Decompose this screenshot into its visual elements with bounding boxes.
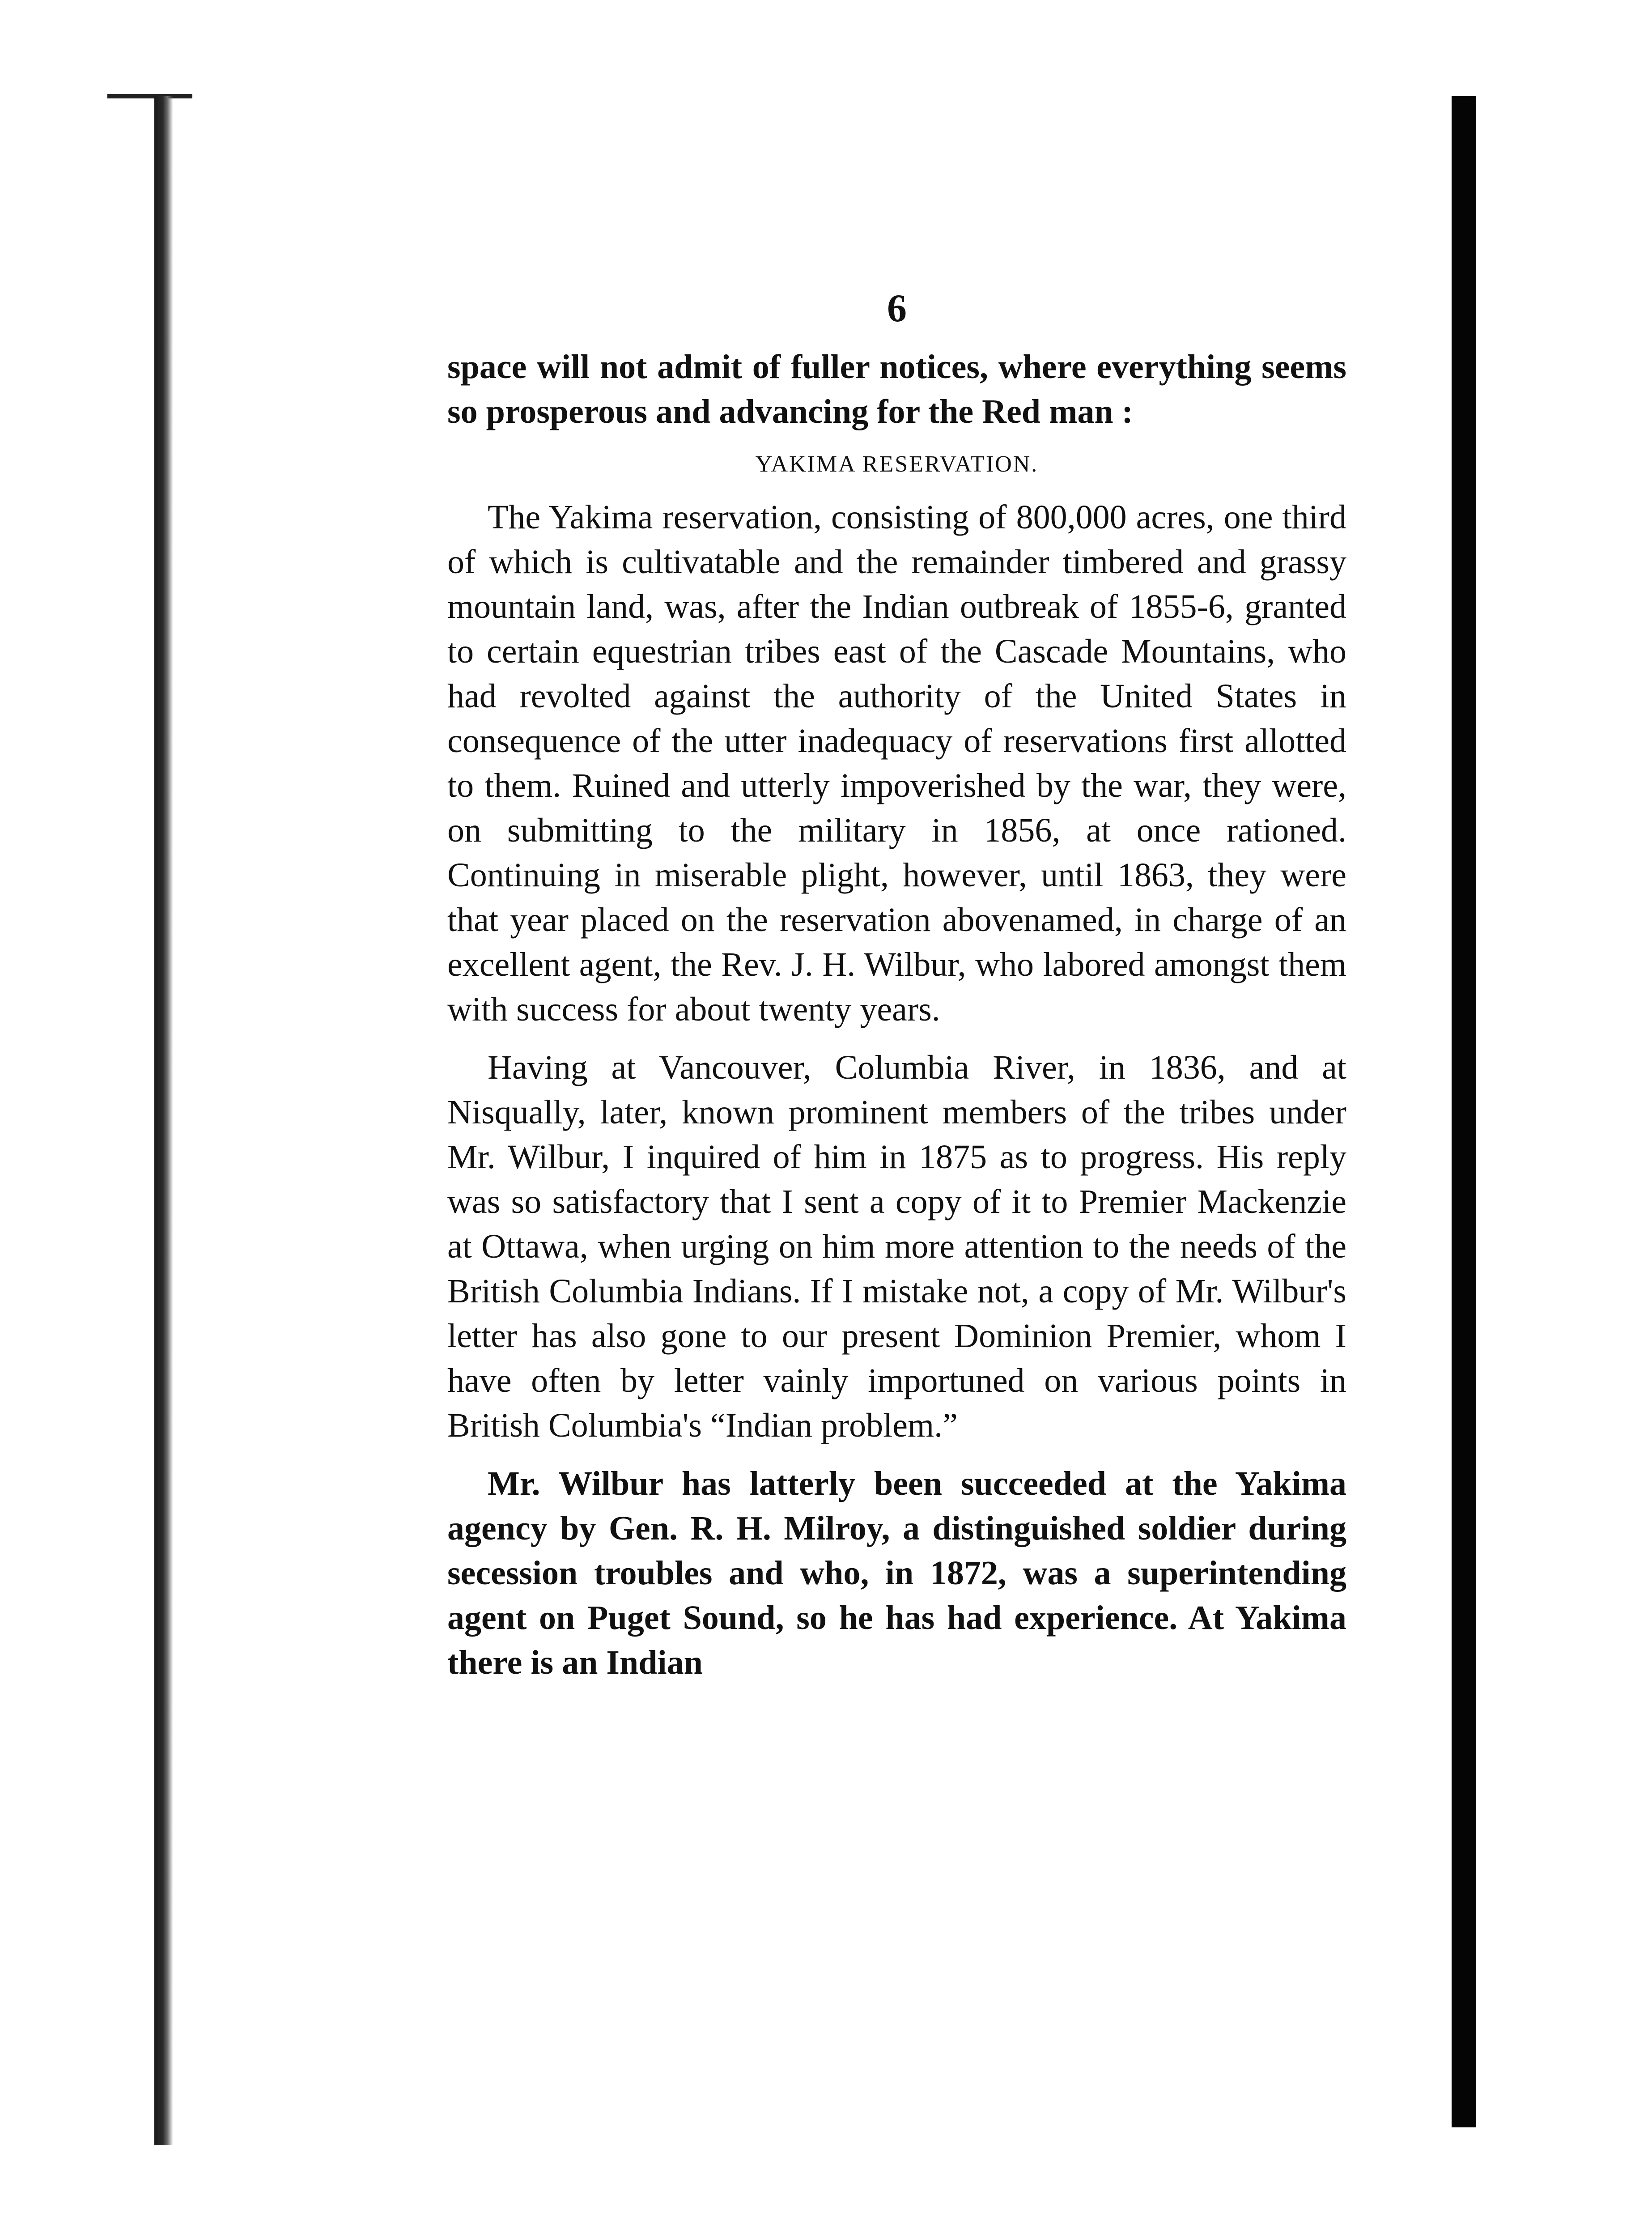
scan-edge-tick (107, 94, 192, 98)
section-heading: YAKIMA RESERVATION. (755, 451, 1039, 477)
paragraph-3: Mr. Wilbur has latterly been succeeded at the Yakima agency by Gen. R. H. Milroy, a distinguished soldier during secession troubles and who, in 1872, was a superintending agent on Puget Sound, so he has had experience. At Yakima there is an Indian (447, 1465, 1346, 1681)
continuation-paragraph: space will not admit of fuller notices, where everything seems so prosperous and advancing for the Red man : (447, 348, 1346, 430)
document-page (447, 286, 1346, 1995)
paragraph-1: The Yakima reservation, consisting of 800,000 acres, one third of which is cultivatable and the remainder timbered and grassy mountain land, was, after the Indian outbreak of 1855-6, granted to certain equestrian tribes east of the Cascade Mountains, who had revolted against the authority of the United States in consequence of the utter inadequacy of reservations first allotted to them. Ruined and utterly impoverished by the war, they were, on submitting to the military in 1856, at once rationed. Continuing in miserable plight, however, until 1863, they were that year placed on the reservation abovenamed, in charge of an excellent agent, the Rev. J. H. Wilbur, who labored amongst them with success for about twenty years. (447, 498, 1346, 1028)
page-number: 6 (887, 287, 907, 330)
scan-edge-right (1452, 96, 1476, 2127)
paragraph-2: Having at Vancouver, Columbia River, in 1836, and at Nisqually, later, known prominent members of the tribes under Mr. Wilbur, I inquired of him in 1875 as to progress. His reply was so satisfactory that I sent a copy of it to Premier Mackenzie at Ottawa, when urging on him more attention to the needs of the British Columbia Indians. If I mistake not, a copy of Mr. Wilbur's letter has also gone to our present Dominion Premier, whom I have often by letter vainly importuned on various points in British Columbia's “Indian problem.” (447, 1049, 1346, 1444)
body-text (447, 344, 1346, 1685)
scan-edge-left (154, 96, 173, 2145)
